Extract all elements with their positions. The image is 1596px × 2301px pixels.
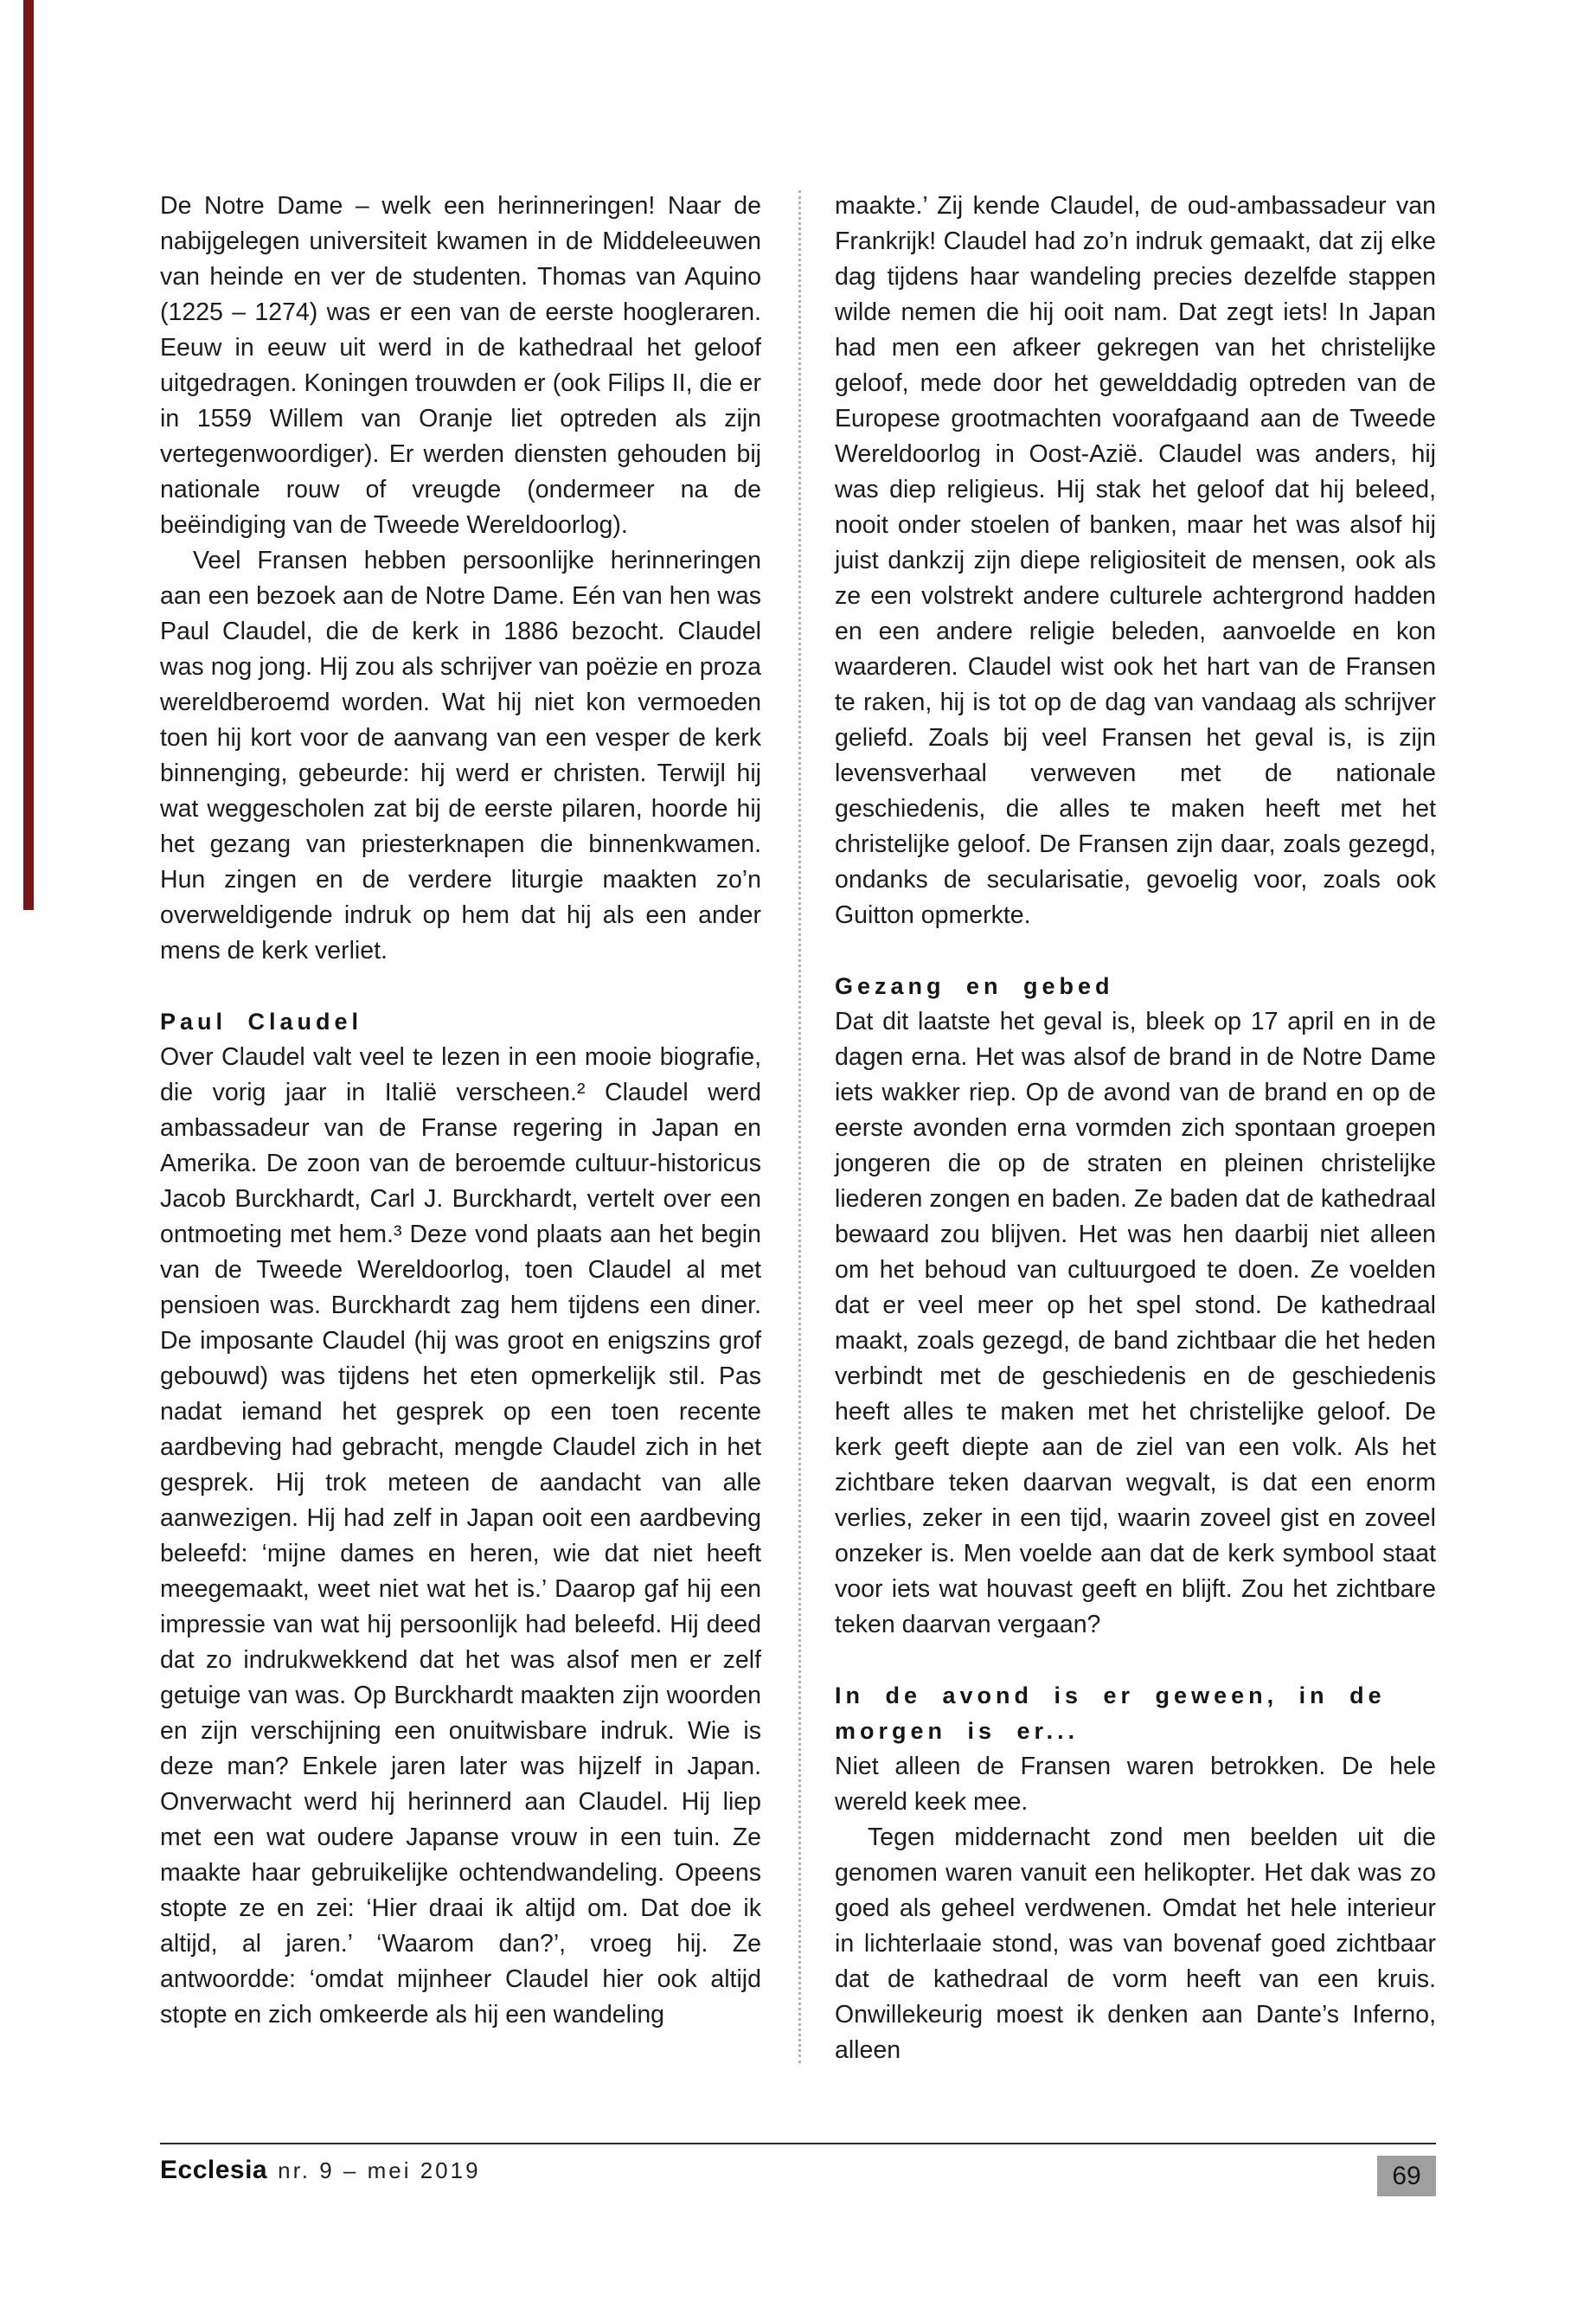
issue-info: nr. 9 – mei 2019 bbox=[278, 2157, 481, 2183]
footer-journal-line bbox=[160, 2156, 481, 2185]
column-divider-dotted-line bbox=[761, 189, 835, 2068]
right-column bbox=[835, 189, 1436, 2068]
left-column bbox=[160, 189, 761, 2068]
accent-bar bbox=[23, 0, 34, 910]
article-body bbox=[160, 189, 1436, 2068]
paragraph-fransen-herinneringen: Veel Fransen hebben persoonlijke herinneringen aan een bezoek aan de Notre Dame. Eén van hen was Paul Claudel, die de kerk in 1886 bezocht. Claudel was nog jong. Hij zou als schrijver van poëzie en proza wereldberoemd worden. Wat hij niet kon vermoeden toen hij kort voor de aanvang van een vesper de kerk binnenging, gebeurde: hij werd er christen. Terwijl hij wat weggescholen zat bij de eerste pilaren, hoorde hij het gezang van priesterknapen die binnenkwamen. Hun zingen en de verdere liturgie maakten zo’n overweldigende indruk op hem dat hij als een ander mens de kerk verliet. bbox=[160, 547, 761, 965]
paragraph-middernacht-helikopter: Tegen middernacht zond men beelden uit die genomen waren vanuit een helikopter. Het dak was zo goed als geheel verdwenen. Omdat het hele interieur in lichterlaaie stond, was van bovenaf goed zichtbaar dat de kathedraal de vorm heeft van een kruis. Onwillekeurig moest ik denken aan Dante’s Inferno, alleen bbox=[835, 1823, 1436, 2064]
paragraph-claudel-biografie: Over Claudel valt veel te lezen in een mooie biografie, die vorig jaar in Italië verscheen.² Claudel werd ambassadeur van de Franse regering in Japan en Amerika. De zoon van de beroemde cultuur-historicus Jacob Burckhardt, Carl J. Burckhardt, vertelt over een ontmoeting met hem.³ Deze vond plaats aan het begin van de Tweede Wereldoorlog, toen Claudel al met pensioen was. Burckhardt zag hem tijdens een diner. De imposante Claudel (hij was groot en enigszins grof gebouwd) was tijdens het eten opmerkelijk stil. Pas nadat iemand het gesprek op een toen recente aardbeving had gebracht, mengde Claudel zich in het gesprek. Hij trok meteen de aandacht van alle aanwezigen. Hij had zelf in Japan ooit een aardbeving beleefd: ‘mijne dames en heren, wie dat niet heeft meegemaakt, weet niet wat het is.’ Daarop gaf hij een impressie van wat hij persoonlijk had beleefd. Hij deed dat zo indrukwekkend dat het was alsof men er zelf getuige van was. Op Burckhardt maakten zijn woorden en zijn verschijning een onuitwisbare indruk. Wie is deze man? Enkele jaren later was hijzelf in Japan. Onverwacht werd hij herinnerd aan Claudel. Hij liep met een wat oudere Japanse vrouw in een tuin. Ze maakte haar gebruikelijke ochtendwandeling. Opeens stopte ze en zei: ‘Hier draai ik altijd om. Dat doe ik altijd, al jaren.’ ‘Waarom dan?’, vroeg hij. Ze antwoordde: ‘omdat mijnheer Claudel hier ook altijd stopte en zich omkeerde als hij een wandeling bbox=[160, 1043, 761, 2029]
page-footer bbox=[160, 2143, 1436, 2196]
paragraph-gezang-en-gebed: Dat dit laatste het geval is, bleek op 17 april en in de dagen erna. Het was alsof de brand in de Notre Dame iets wakker riep. Op de avond van de brand en op de eerste avonden erna vormden zich spontaan groepen jongeren die op de straten en pleinen christelijke liederen zongen en baden. Ze baden dat de kathedraal bewaard zou blijven. Het was hen daarbij niet alleen om het behoud van cultuurgoed te doen. Ze voelden dat er veel meer op het spel stond. De kathedraal maakt, zoals gezegd, de band zichtbaar die het heden verbindt met de geschiedenis en de geschiedenis heeft alles te maken met het christelijke geloof. De kerk geeft diepte aan de ziel van een volk. Als het zichtbare teken daarvan wegvalt, is dat een enorm verlies, zeker in een tijd, waarin zoveel gist en zoveel onzeker is. Men voelde aan dat de kerk symbool staat voor iets wat houvast geeft en blijft. Zou het zichtbare teken daarvan vergaan? bbox=[835, 1008, 1436, 1638]
page-number-badge: 69 bbox=[1377, 2156, 1436, 2196]
paragraph-hele-wereld: Niet alleen de Fransen waren betrokken. De hele wereld keek mee. bbox=[835, 1753, 1436, 1816]
section-heading-paul-claudel: Paul Claudel bbox=[160, 1009, 363, 1035]
paragraph-japan-vervolg: maakte.’ Zij kende Claudel, de oud-ambassadeur van Frankrijk! Claudel had zo’n indruk gemaakt, dat zij elke dag tijdens haar wandeling precies dezelfde stappen wilde nemen die hij ooit nam. Dat zegt iets! In Japan had men een afkeer gekregen van het christelijke geloof, mede door het gewelddadig optreden van de Europese grootmachten voorafgaand aan de Tweede Wereldoorlog in Oost-Azië. Claudel was anders, hij was diep religieus. Hij stak het geloof dat hij beleed, nooit onder stoelen of banken, maar het was alsof hij juist dankzij zijn diepe religiositeit de mensen, ook als ze een volstrekt andere culturele achtergrond hadden en een andere religie beleden, aanvoelde en kon waarderen. Claudel wist ook het hart van de Fransen te raken, hij is tot op de dag van vandaag als schrijver geliefd. Zoals bij veel Fransen het geval is, is zijn levensverhaal verweven met de nationale geschiedenis, die alles te maken heeft met het christelijke geloof. De Fransen zijn daar, zoals gezegd, ondanks de secularisatie, gevoelig voor, zoals ook Guitton opmerkte. bbox=[835, 192, 1436, 929]
section-heading-in-de-avond-geween: In de avond is er geween, in de morgen is er... bbox=[835, 1682, 1386, 1744]
paragraph-notre-dame-intro: De Notre Dame – welk een herinneringen! Naar de nabijgelegen universiteit kwamen in de Middeleeuwen van heinde en ver de studenten. Thomas van Aquino (1225 – 1274) was er een van de eerste hoogleraren. Eeuw in eeuw uit werd in de kathedraal het geloof uitgedragen. Koningen trouwden er (ook Filips II, die er in 1559 Willem van Oranje liet optreden als zijn vertegenwoordiger). Er werden diensten gehouden bij nationale rouw of vreugde (ondermeer na de beëindiging van de Tweede Wereldoorlog). bbox=[160, 192, 761, 539]
journal-name: Ecclesia bbox=[160, 2156, 268, 2184]
section-heading-gezang-en-gebed: Gezang en gebed bbox=[835, 973, 1114, 999]
